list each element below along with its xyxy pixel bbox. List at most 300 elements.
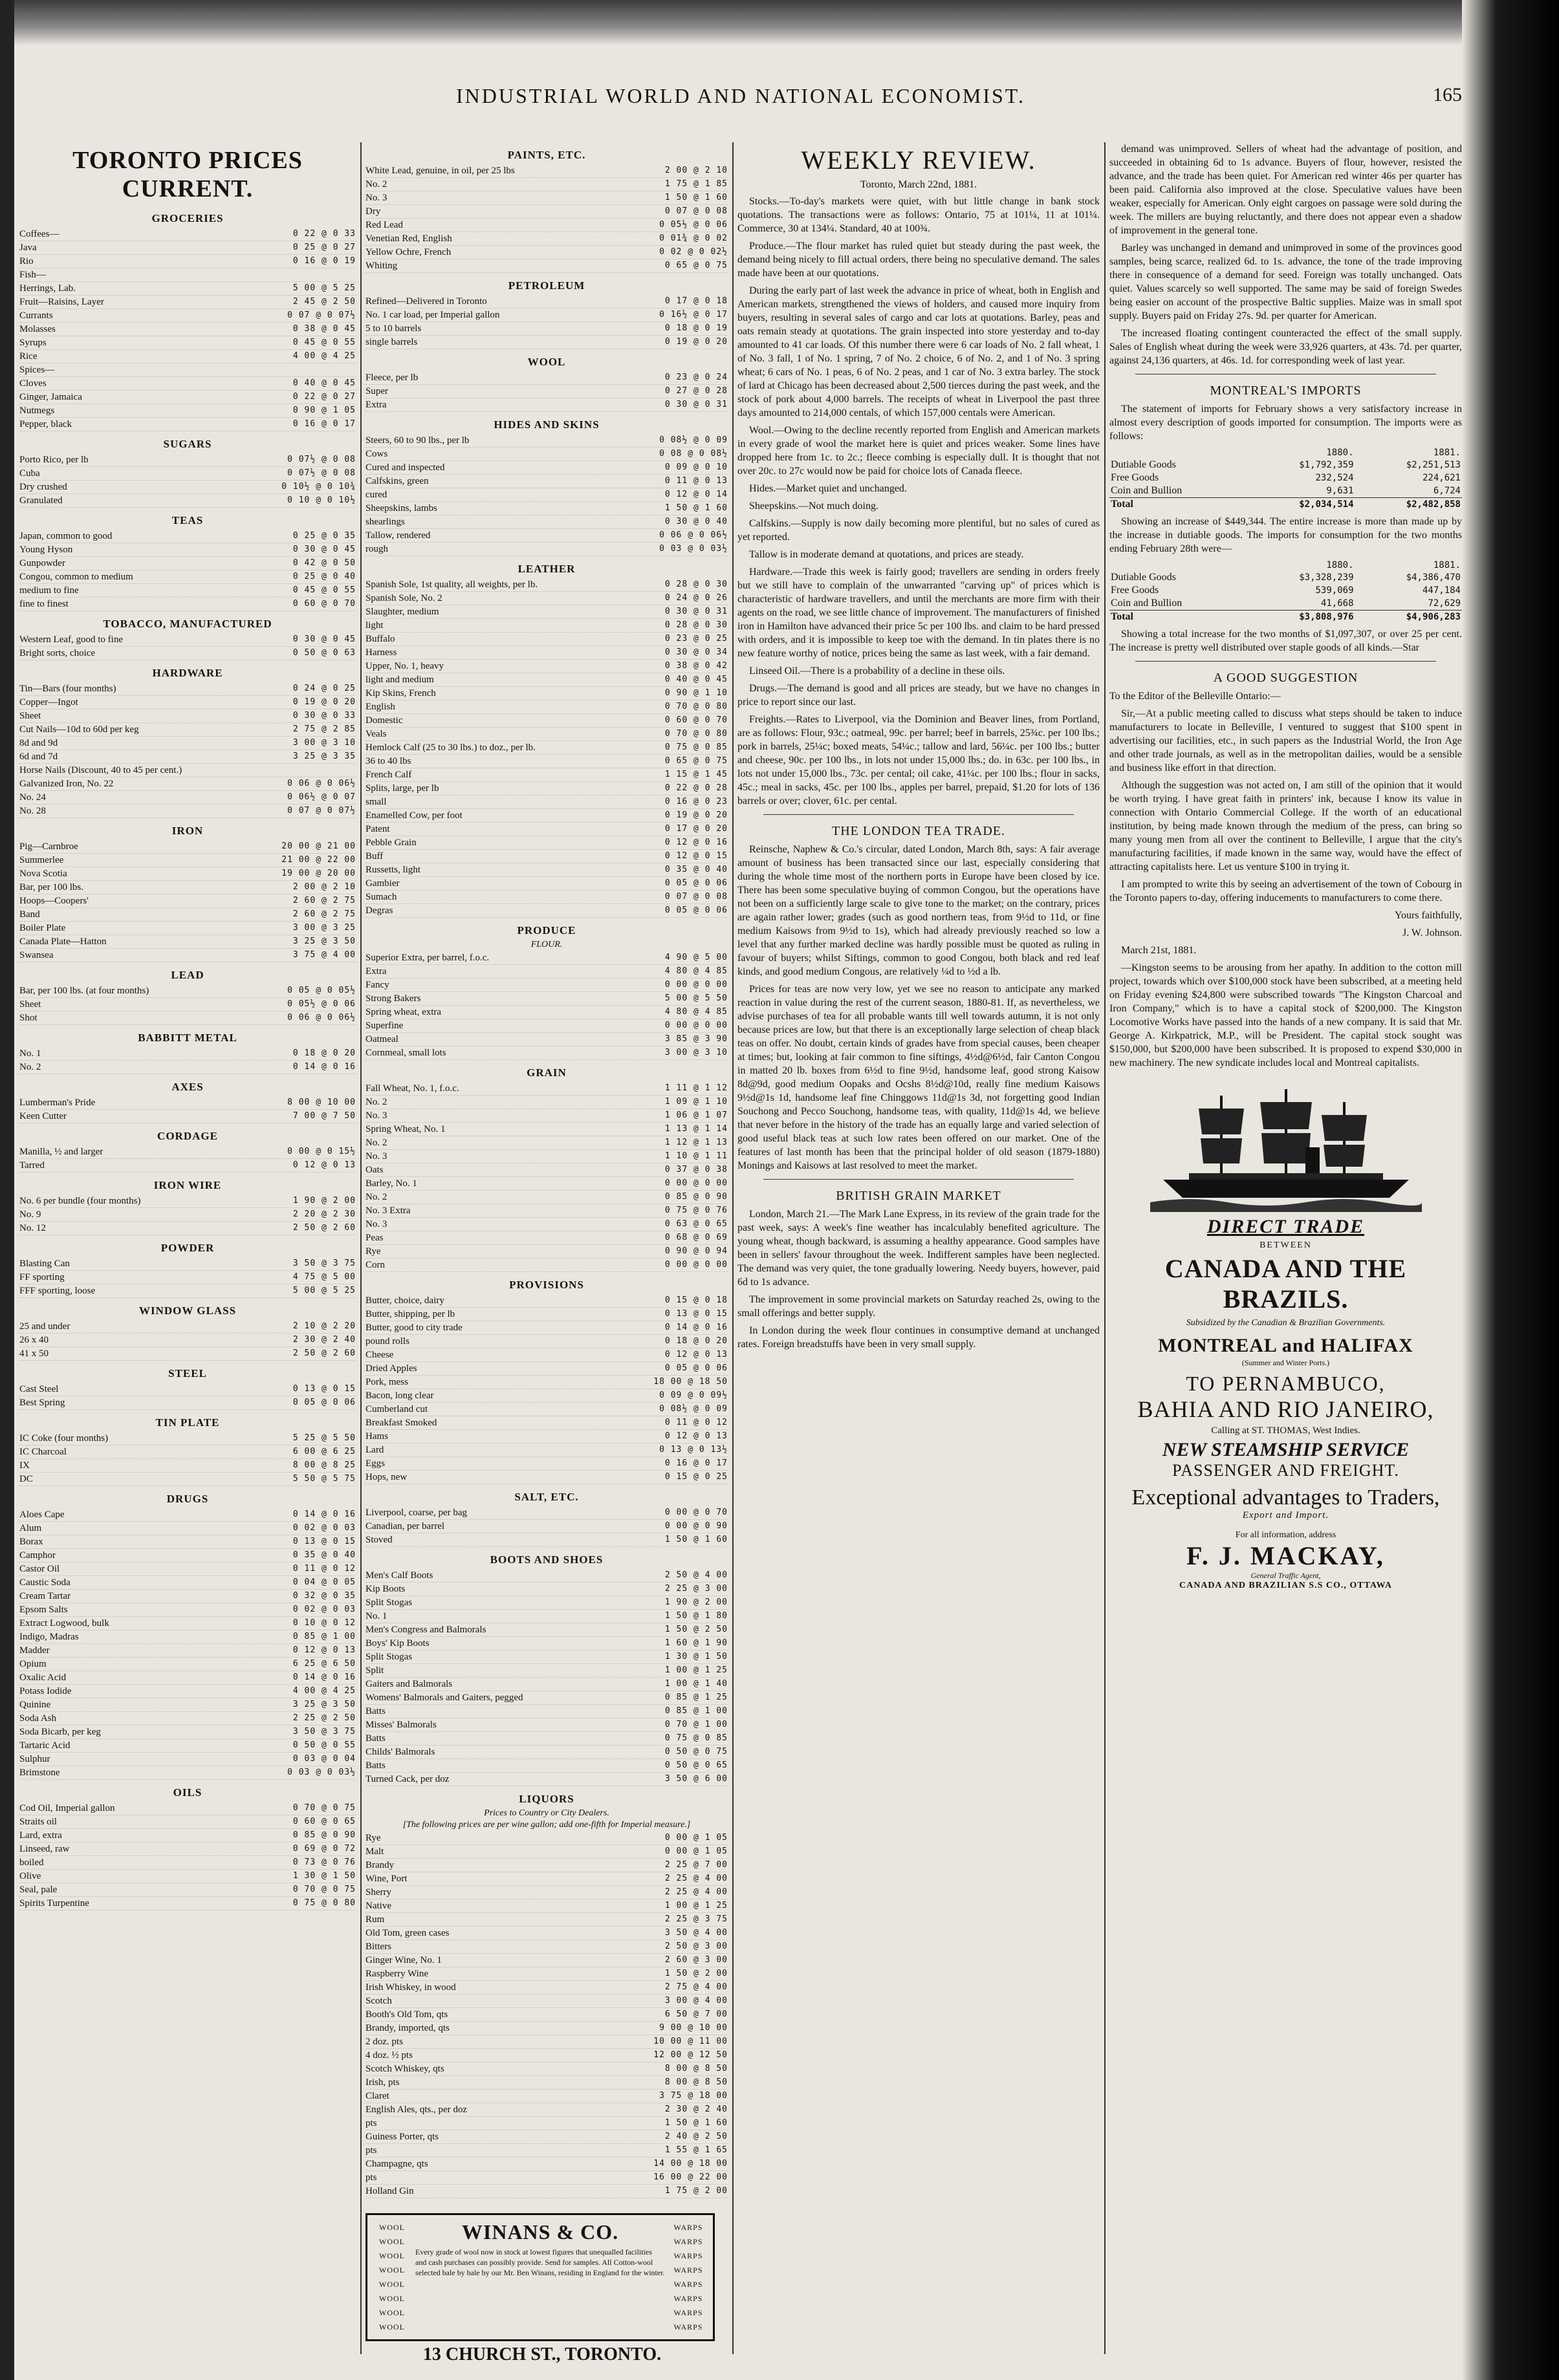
ad-side-word: WARPS (673, 2280, 703, 2289)
price-item-label: Hemlock Calf (25 to 30 lbs.) to doz., per lb. (365, 742, 536, 753)
price-item-value: 1 50 @ 2 00 (664, 1969, 728, 1978)
price-item-value: 0 12 @ 0 16 (664, 838, 728, 847)
price-row (19, 1257, 356, 1271)
price-item-label: No. 2 (365, 1192, 387, 1202)
price-item-value: 3 75 @ 18 00 (659, 2091, 728, 2101)
imports-value-1881: 447,184 (1422, 585, 1461, 596)
price-row (365, 1718, 728, 1732)
imports-year: 1880. (1326, 448, 1354, 458)
price-section-heading: HIDES AND SKINS (494, 418, 600, 431)
price-row (19, 363, 356, 377)
price-item-value: 0 85 @ 1 00 (292, 1632, 356, 1641)
price-item-label: Malt (365, 1846, 384, 1857)
price-item-value: 0 85 @ 0 90 (292, 1830, 356, 1840)
imports-header-blank (1109, 447, 1248, 459)
price-row (365, 1859, 728, 1872)
price-row (365, 592, 728, 605)
divider (763, 814, 1074, 815)
imports-year: 1881. (1433, 448, 1461, 458)
tea-paragraph: Reinsche, Naphew & Co.'s circular, dated London, March 8th, says: A fair average amount of business has been transacted since our last, especially considering that during the whole time most of the northern ports in Europe have been closed by ice. There has been some speculative buying of common Congou, but the operations have not been on a sufficiently large scale to give tone to the market; on the contrary, prices are again rather lower; grades (such as good northern teas, from 9½d to 11d, or fine medium Kaisows from 9½d to 1s), which had already previously reached so low a level that any further marked decline was hardly possible must be quoted as ruling in favour of buyers; whilst Siftings, common to good Congou, both black and red leaf kinds, and good medium Congous, are relatively ¼d to ½d a lb. (737, 844, 1100, 977)
price-section-heading: TEAS (171, 514, 204, 526)
price-row (19, 1222, 356, 1235)
price-row (19, 1320, 356, 1334)
price-item-value: 1 50 @ 1 80 (664, 1611, 728, 1621)
price-item-value: 0 13 @ 0 13½ (659, 1445, 728, 1455)
price-item-label: Keen Cutter (19, 1111, 67, 1121)
price-row (365, 398, 728, 412)
price-item-label: Sherry (365, 1887, 391, 1898)
tea-trade-title: THE LONDON TEA TRADE. (831, 824, 1006, 838)
price-row (19, 682, 356, 696)
price-item-value: 0 65 @ 0 75 (664, 261, 728, 270)
price-item-value: 0 05 @ 0 06 (664, 878, 728, 888)
imports-value-1880: $3,328,239 (1299, 572, 1354, 583)
price-row (19, 1563, 356, 1576)
price-item-label: Copper—Ingot (19, 697, 78, 708)
price-item-label: Gaiters and Balmorals (365, 1679, 453, 1689)
price-item-value: 0 13 @ 0 15 (292, 1537, 356, 1546)
grain-paragraph: London, March 21.—The Mark Lane Express, in its review of the grain trade for the past week, says: A week's fine weather has incalculably benefited agriculture. The young wheat, though backward, is assuming a healthy appearance. Good samples have been in sellers' favour throughout the week. Indifferent samples have been neglected. The demand was very quiet, the tone gradually lowering. Needy buyers, however, paid 6d to 1s advance. (737, 1209, 1100, 1288)
ad-company-name: WINANS & CO. (461, 2220, 619, 2244)
price-row (365, 178, 728, 191)
price-item-value: 2 25 @ 4 00 (664, 1874, 728, 1883)
price-item-label: Harness (365, 647, 397, 658)
price-item-value: 0 18 @ 0 20 (664, 1336, 728, 1346)
price-item-value: 0 40 @ 0 45 (292, 378, 356, 388)
price-item-label: Currants (19, 310, 53, 321)
price-item-value: 5 00 @ 5 25 (292, 1286, 356, 1295)
price-section-heading: GRAIN (527, 1066, 567, 1079)
price-row (19, 1012, 356, 1025)
price-item-label: Manilla, ½ and larger (19, 1147, 104, 1157)
price-item-value: 0 06 @ 0 06½ (287, 779, 356, 788)
price-item-value: 2 25 @ 4 00 (664, 1887, 728, 1897)
price-item-label: Butter, shipping, per lb (365, 1309, 455, 1319)
divider (1135, 661, 1436, 662)
price-row (19, 894, 356, 908)
ad-line-advantages: Exceptional advantages to Traders, (1131, 1486, 1440, 1509)
price-item-value: 0 07½ @ 0 08 (287, 455, 356, 464)
price-item-label: Cows (365, 449, 388, 459)
kingston-note: —Kingston seems to be arousing from her apathy. In addition to the cotton mill project, towards which over $100,000 stock have been subscribed, at a meeting held on Friday evening $24,800 were subscribed towards "The Kingston Charcoal and Iron Company," which is to have a capital stock of $200,000. The Kingston Locomotive Works have passed into the hands of a new company. It is said that Mr. George A. Kirkpatrick, M.P., will be President. The capital stock sought was $150,000, but $200,000 have been subscribed. It is proposed to expend $30,000 in new machinery. The new syndicate includes local and Montreal capitalists. (1109, 962, 1462, 1068)
price-item-value: 12 00 @ 12 50 (653, 2050, 728, 2060)
price-item-label: Cut Nails—10d to 60d per keg (19, 724, 139, 735)
price-row (19, 1726, 356, 1739)
price-item-value: 3 50 @ 3 75 (292, 1727, 356, 1736)
price-row (19, 481, 356, 494)
price-item-value: 0 00 @ 0 70 (664, 1508, 728, 1517)
price-row (19, 1432, 356, 1445)
price-item-value: 2 50 @ 3 00 (664, 1942, 728, 1951)
price-item-value: 6 00 @ 6 25 (292, 1447, 356, 1456)
price-item-value: 3 25 @ 3 50 (292, 1700, 356, 1709)
price-row (19, 1061, 356, 1074)
price-item-value: 0 16 @ 0 17 (292, 419, 356, 429)
price-row (19, 268, 356, 282)
price-row (19, 1685, 356, 1698)
price-row (365, 1995, 728, 2008)
montreal-intro: The statement of imports for February shows a very satisfactory increase in almost every description of goods imported for consumption. The imports were as follows: (1109, 404, 1462, 442)
weekly-paragraph: Wool.—Owing to the decline recently reported from English and American markets in every grade of wool the market here is quiet and prices weaker. Some lines have dropped here from 1c. to 2c.; fleece combing is especially dull. It is thought that not over 20c. to 27c would now be paid for choice lots of Canada fleece. (737, 425, 1100, 477)
price-row (365, 1046, 728, 1060)
price-item-value: 1 50 @ 1 60 (664, 193, 728, 202)
price-row (365, 877, 728, 891)
price-item-value: 0 30 @ 0 34 (664, 647, 728, 657)
price-row (365, 633, 728, 646)
price-item-value: 1 00 @ 1 25 (664, 1901, 728, 1910)
price-item-value: 2 30 @ 2 40 (292, 1335, 356, 1345)
price-row (365, 295, 728, 308)
imports-total-row (1109, 611, 1462, 624)
ad-side-word: WOOL (379, 2280, 405, 2289)
price-item-value: 0 16 @ 0 23 (664, 797, 728, 806)
price-item-label: Opium (19, 1659, 47, 1669)
price-item-value: 2 30 @ 2 40 (664, 2104, 728, 2114)
price-item-value: 1 09 @ 1 10 (664, 1097, 728, 1107)
price-row (19, 1208, 356, 1222)
brazil-advertisement (1109, 1216, 1462, 1591)
price-item-value: 0 10½ @ 0 10¾ (281, 482, 356, 492)
price-item-label: Fall Wheat, No. 1, f.o.c. (365, 1083, 459, 1094)
price-item-label: 36 to 40 lbs (365, 756, 411, 766)
price-item-label: Upper, No. 1, heavy (365, 661, 444, 671)
weekly-review-title: WEEKLY REVIEW. (801, 146, 1036, 175)
price-item-label: Extra (365, 966, 387, 977)
price-section-heading: LEAD (171, 969, 204, 981)
price-item-label: Fruit—Raisins, Layer (19, 297, 104, 307)
montreal-imports-title: MONTREAL'S IMPORTS (1210, 384, 1362, 398)
grain-paragraph: The improvement in some provincial markets on Saturday reached 2s, owing to the small offerings and better supply. (737, 1294, 1100, 1319)
price-item-label: single barrels (365, 337, 418, 347)
price-item-value: 3 00 @ 4 00 (664, 1996, 728, 2006)
price-item-label: Lard (365, 1445, 384, 1455)
price-item-value: 21 00 @ 22 00 (281, 855, 356, 865)
ad-line-between: BETWEEN (1259, 1240, 1312, 1250)
price-item-value: 1 55 @ 1 65 (664, 2145, 728, 2155)
price-item-value: 8 00 @ 8 50 (664, 2064, 728, 2073)
price-item-label: Buffalo (365, 634, 395, 644)
price-row (19, 1383, 356, 1396)
imports-row (1109, 597, 1462, 611)
price-item-label: 25 and under (19, 1321, 71, 1332)
price-item-value: 0 07 @ 0 08 (664, 206, 728, 216)
signature: J. W. Johnson. (1402, 927, 1462, 938)
price-row (365, 1096, 728, 1109)
price-item-value: 2 60 @ 2 75 (292, 909, 356, 919)
price-item-value: 0 28 @ 0 30 (664, 579, 728, 589)
price-row (365, 1245, 728, 1259)
price-item-label: Tartaric Acid (19, 1740, 71, 1751)
price-row (365, 1006, 728, 1019)
price-row (19, 854, 356, 867)
tea-trade-body (737, 843, 1100, 1173)
ad-side-word: WOOL (379, 2223, 405, 2232)
price-item-value: 16 00 @ 22 00 (653, 2172, 728, 2182)
price-row (365, 1967, 728, 1981)
imports-label: Free Goods (1111, 472, 1159, 483)
price-row (365, 965, 728, 979)
price-item-value: 0 30 @ 0 45 (292, 634, 356, 644)
suggestion-paragraph: I am prompted to write this by seeing an advertisement of the town of Cobourg in the Toronto papers to-day, offering inducements to manufacturers to come there. (1109, 879, 1462, 903)
price-item-value: 0 02 @ 0 03 (292, 1605, 356, 1614)
price-item-label: 8d and 9d (19, 738, 58, 748)
price-item-value: 0 06 @ 0 06½ (287, 1013, 356, 1022)
price-item-value: 3 00 @ 3 25 (292, 923, 356, 933)
price-item-value: 2 00 @ 2 10 (292, 882, 356, 892)
price-item-label: Japan, common to good (19, 531, 113, 541)
price-item-value: 5 25 @ 5 50 (292, 1433, 356, 1443)
price-row (365, 1940, 728, 1954)
price-row (365, 891, 728, 904)
price-item-value: 0 19 @ 0 20 (664, 810, 728, 820)
imports-value-1880: $2,034,514 (1248, 498, 1355, 512)
price-item-label: Corn (365, 1260, 385, 1270)
price-row (19, 805, 356, 818)
price-item-label: Sheet (19, 711, 41, 721)
price-item-label: Buff (365, 851, 384, 861)
page-number: 165 (1433, 84, 1462, 105)
price-row (365, 1705, 728, 1718)
price-item-value: 0 12 @ 0 13 (292, 1160, 356, 1170)
price-item-label: Superior Extra, per barrel, f.o.c. (365, 953, 490, 963)
price-item-value: 3 00 @ 3 10 (664, 1048, 728, 1057)
price-item-label: 26 x 40 (19, 1335, 49, 1345)
ad-side-word: WOOL (379, 2322, 405, 2331)
price-item-value: 1 15 @ 1 45 (664, 770, 728, 779)
price-item-value: 20 00 @ 21 00 (281, 841, 356, 851)
price-item-label: Hops, new (365, 1472, 408, 1482)
price-item-label: IC Charcoal (19, 1447, 67, 1457)
price-item-value: 2 10 @ 2 20 (292, 1321, 356, 1331)
price-item-value: 0 14 @ 0 16 (292, 1509, 356, 1519)
price-item-label: Granulated (19, 495, 63, 506)
price-item-value: 0 09 @ 0 10 (664, 462, 728, 472)
price-item-value: 1 50 @ 1 60 (664, 503, 728, 513)
price-section-heading: CORDAGE (157, 1130, 218, 1142)
price-item-value: 1 60 @ 1 90 (664, 1638, 728, 1648)
price-item-value: 0 12 @ 0 13 (292, 1645, 356, 1655)
price-row (19, 1897, 356, 1910)
price-row (365, 1596, 728, 1610)
price-item-value: 2 75 @ 4 00 (664, 1982, 728, 1992)
price-item-label: No. 3 (365, 1151, 387, 1162)
price-item-label: No. 3 (365, 1219, 387, 1229)
price-item-value: 2 50 @ 2 60 (292, 1223, 356, 1233)
price-row (19, 494, 356, 508)
price-item-label: Splits, large, per lb (365, 783, 439, 794)
price-item-value: 0 37 @ 0 38 (664, 1165, 728, 1174)
imports-row (1109, 571, 1462, 584)
price-row (19, 1347, 356, 1361)
tea-paragraph: Prices for teas are now very low, yet we see no reason to anticipate any marked reaction in value during the rest of the current season, 1880-81. If, as nevertheless, we advise purchases of tea for all probable wants till well towards autumn, it is not only because prices are low, but that there is an exceptionally large selection of cheap black teas on offer. No doubt, certain kinds of grades have from special causes, been cheaper at times; but, looking at fair common to fine siftings, 4½d@6½d, fair Canton Congou in matted 20 lb. boxes from 6½d to fine 9½d, handsome leaf, good strong Kaisow 8d@9d, good medium Oopaks and Ocshs 8½d@10d, really fine medium Kaisows 9½d@1s 1d, handsome leaf fine Chinggows 11d@1s 3d, not forgetting good Indian Souchong and Pecco Souchong, handsome teas, with quality, 11d@1s 4d, we believe that never before in the history of the trade has an equally large and varied selection of good useful black teas at such low rates been offered on our market. One of the features of last month has been that the principal holder of old season (1879-1880) Monings and Kaisows at last resolved to meet the market. (737, 984, 1100, 1171)
imports-header-row (1109, 447, 1462, 459)
price-item-value: 0 38 @ 0 45 (292, 324, 356, 334)
imports-mid-text: Showing an increase of $449,344. The entire increase is more than made up by the increase in dutiable goods. The imports for consumption for the two months ending February 28th were— (1109, 516, 1462, 554)
price-item-value: 0 75 @ 0 85 (664, 1733, 728, 1743)
price-item-label: Ginger Wine, No. 1 (365, 1955, 442, 1965)
price-row (365, 2062, 728, 2076)
price-item-label: Calfskins, green (365, 476, 429, 486)
grain-paragraph: In London during the week flour continues in consumptive demand at unchanged rates. Foreign breadstuffs have been in very small supply. (737, 1325, 1100, 1350)
price-item-label: Coffees— (19, 229, 60, 239)
price-item-value: 4 80 @ 4 85 (664, 1007, 728, 1017)
price-item-label: Cheese (365, 1350, 394, 1360)
price-row (365, 1927, 728, 1940)
price-row (19, 1271, 356, 1284)
price-row (19, 1473, 356, 1486)
price-row (365, 741, 728, 755)
price-item-label: Bar, per 100 lbs. (19, 882, 83, 892)
ad-line-seasons: (Summer and Winter Ports.) (1241, 1358, 1330, 1367)
price-item-label: Misses' Balmorals (365, 1720, 437, 1730)
price-item-label: No. 3 Extra (365, 1206, 411, 1216)
weekly-review-column (737, 142, 1100, 2354)
imports-row (1109, 459, 1462, 471)
ad-line-bahia-rio: BAHIA AND RIO JANEIRO, (1137, 1396, 1434, 1422)
imports-value-1880: $3,808,976 (1248, 611, 1355, 624)
price-item-label: Sumach (365, 892, 397, 902)
price-section-heading: TOBACCO, MANUFACTURED (103, 618, 272, 630)
price-item-value: 0 24 @ 0 26 (664, 593, 728, 603)
price-item-label: Rice (19, 351, 38, 362)
price-row (365, 673, 728, 687)
price-row (365, 475, 728, 488)
price-item-value: 0 90 @ 1 05 (292, 406, 356, 415)
price-row (365, 700, 728, 714)
imports-value-1881: $4,386,470 (1406, 572, 1461, 583)
price-section-heading: WINDOW GLASS (138, 1304, 237, 1317)
price-item-value: 0 13 @ 0 15 (292, 1384, 356, 1394)
price-item-value: 8 00 @ 8 50 (664, 2077, 728, 2087)
column-rule (732, 142, 734, 2354)
imports-value-1881: $2,251,513 (1406, 460, 1461, 470)
price-item-value: 0 00 @ 0 15½ (287, 1147, 356, 1156)
price-item-label: White Lead, genuine, in oil, per 25 lbs (365, 166, 515, 176)
price-row (365, 2103, 728, 2117)
price-row (365, 578, 728, 592)
imports-value-1880: 232,524 (1315, 473, 1354, 483)
scan-edge-left (0, 0, 14, 2380)
price-row (365, 488, 728, 502)
price-item-label: Caustic Soda (19, 1577, 71, 1588)
price-item-label: Venetian Red, English (365, 233, 452, 244)
price-item-label: Congou, common to medium (19, 572, 133, 582)
price-item-value: 1 06 @ 1 07 (664, 1110, 728, 1120)
price-row (19, 296, 356, 309)
price-item-label: Men's Congress and Balmorals (365, 1625, 486, 1635)
price-row (19, 1815, 356, 1829)
price-item-value: 0 11 @ 0 12 (664, 1418, 728, 1427)
price-item-label: Cod Oil, Imperial gallon (19, 1803, 115, 1813)
price-row (19, 1334, 356, 1347)
price-item-label: Alum (19, 1523, 42, 1533)
imports-value-1880: 539,069 (1315, 585, 1354, 596)
price-row (365, 1321, 728, 1335)
price-item-label: No. 1 car load, per Imperial gallon (365, 310, 500, 320)
price-item-value: 0 15 @ 0 25 (664, 1472, 728, 1482)
ad-side-word: WARPS (673, 2251, 703, 2260)
price-row (19, 949, 356, 962)
weekly-paragraph: During the early part of last week the advance in price of wheat, both in English and American markets, strengthened the views of holders, and caused more inquiry from buyers, resulting in several sales of cargo and car lots at quotations. Barley, peas and oats remain steady at quotations. The grain inspected into store yesterday and to-day amounted to 41 car loads. Of this number there were 6 car loads of No. 2 fall wheat, 1 of No. 3 fall, 1 of No. 1 spring, 7 of No. 2 choice, 6 of No. 2, and 1 of No. 3 spring wheat; 6 cars of No. 1 peas, 6 of No. 2 peas, and 1 car of No. 3 extra barley. The stock of lard at Chicago has been decreased about 2,500 tierces during the past week, and the stock of pork about 4,000 barrels. The receipts of wheat in Liverpool the past three days amounted to 214,000 centals, of which 157,000 centals were American. (737, 285, 1100, 418)
price-item-label: Dry crushed (19, 482, 67, 492)
price-row (365, 259, 728, 273)
price-item-label: Linseed, raw (19, 1844, 70, 1854)
price-item-label: Split Stogas (365, 1652, 413, 1662)
price-item-label: No. 3 (365, 1110, 387, 1121)
price-row (365, 2171, 728, 2185)
ad-line-passenger-freight: PASSENGER AND FREIGHT. (1172, 1461, 1399, 1480)
price-item-label: Madder (19, 1645, 50, 1656)
ad-side-word: WARPS (673, 2294, 703, 2303)
price-item-value: 0 90 @ 0 94 (664, 1246, 728, 1256)
british-grain-body (737, 1207, 1100, 1351)
price-item-value: 0 45 @ 0 55 (292, 585, 356, 595)
price-row (365, 646, 728, 660)
price-row (365, 2117, 728, 2130)
price-item-label: Irish Whiskey, in wood (365, 1982, 456, 1993)
price-row (365, 1732, 728, 1746)
price-row (19, 867, 356, 881)
price-item-label: Hoops—Coopers' (19, 896, 89, 906)
price-item-label: Java (19, 243, 37, 253)
ad-side-left (373, 2220, 411, 2334)
price-item-value: 0 08 @ 0 08½ (659, 449, 728, 459)
price-row (365, 1376, 728, 1389)
price-item-label: Shot (19, 1013, 38, 1023)
price-row (365, 1520, 728, 1533)
price-row (365, 1746, 728, 1759)
price-item-label: Cloves (19, 378, 47, 389)
ad-side-word: WOOL (379, 2266, 405, 2275)
price-row (19, 1671, 356, 1685)
price-item-label: Rio (19, 256, 34, 266)
price-row (19, 1522, 356, 1535)
price-row (365, 1583, 728, 1596)
price-item-value: 1 50 @ 1 60 (664, 2118, 728, 2128)
price-item-value: 0 63 @ 0 65 (664, 1219, 728, 1229)
price-item-label: Dry (365, 206, 381, 217)
price-item-label: Swansea (19, 950, 54, 960)
price-row (365, 2035, 728, 2049)
price-row (365, 1136, 728, 1150)
price-item-label: IC Coke (four months) (19, 1433, 109, 1444)
price-row (365, 1913, 728, 1927)
price-item-value: 0 05½ @ 0 06 (287, 999, 356, 1009)
price-row (365, 1773, 728, 1786)
price-item-value: 0 08½ @ 0 09 (659, 1404, 728, 1414)
price-item-label: Cream Tartar (19, 1591, 71, 1601)
price-row (19, 1576, 356, 1590)
price-item-value: 0 24 @ 0 25 (292, 684, 356, 693)
price-item-value: 0 75 @ 0 80 (292, 1898, 356, 1908)
price-row (365, 232, 728, 246)
price-item-label: Fancy (365, 980, 389, 990)
imports-row (1109, 484, 1462, 498)
ad-line-canada-brazils: CANADA AND THE BRAZILS. (1164, 1254, 1407, 1314)
price-row (365, 1082, 728, 1096)
price-item-label: Pepper, black (19, 419, 72, 429)
running-head: INDUSTRIAL WORLD AND NATIONAL ECONOMIST. (456, 84, 1025, 107)
price-item-label: Red Lead (365, 220, 403, 230)
price-row (365, 768, 728, 782)
price-item-label: No. 1 (19, 1048, 41, 1059)
price-item-value: 0 40 @ 0 45 (664, 675, 728, 684)
price-row (19, 1883, 356, 1897)
imports-value-1880: 9,631 (1326, 486, 1354, 496)
price-section-heading: SALT, ETC. (514, 1491, 579, 1503)
price-item-value: 0 01¾ @ 0 02 (659, 233, 728, 243)
price-item-label: Russetts, light (365, 865, 421, 875)
